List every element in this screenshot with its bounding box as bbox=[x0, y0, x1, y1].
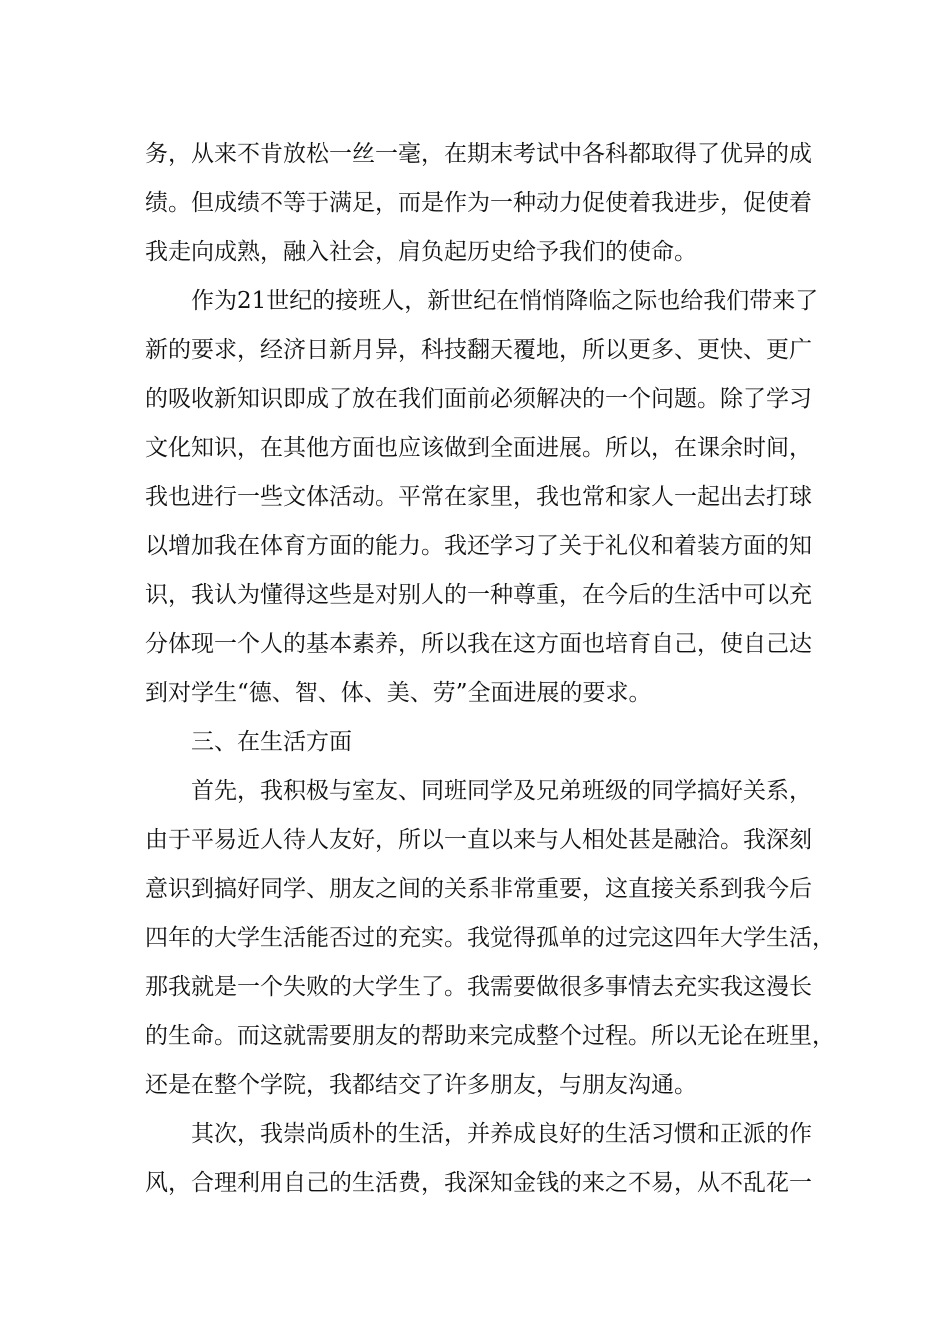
text-line: 首先，我积极与室友、同班同学及兄弟班级的同学搞好关系， bbox=[191, 778, 812, 804]
text-line: 识，我认为懂得这些是对别人的一种尊重，在今后的生活中可以充 bbox=[145, 582, 812, 608]
text-line: 由于平易近人待人友好，所以一直以来与人相处甚是融洽。我深刻 bbox=[145, 827, 812, 853]
text-line: 我走向成熟，融入社会，肩负起历史给予我们的使命。 bbox=[145, 239, 697, 265]
body-text bbox=[145, 130, 835, 1208]
text-line: 风，合理利用自己的生活费，我深知金钱的来之不易，从不乱花一 bbox=[145, 1170, 812, 1196]
text-line: 其次，我崇尚质朴的生活，并养成良好的生活习惯和正派的作 bbox=[191, 1121, 812, 1147]
text-line: 新的要求，经济日新月异，科技翻天覆地，所以更多、更快、更广 bbox=[145, 337, 812, 363]
text-line: 作为21世纪的接班人，新世纪在悄悄降临之际也给我们带来了 bbox=[191, 288, 819, 314]
text-line: 的生命。而这就需要朋友的帮助来完成整个过程。所以无论在班里， bbox=[145, 1023, 835, 1049]
section-heading: 三、在生活方面 bbox=[191, 729, 352, 755]
text-line: 还是在整个学院，我都结交了许多朋友，与朋友沟通。 bbox=[145, 1072, 697, 1098]
text-line: 分体现一个人的基本素养，所以我在这方面也培育自己，使自己达 bbox=[145, 631, 812, 657]
text-line: 到对学生“德、智、体、美、劳”全面进展的要求。 bbox=[145, 680, 652, 706]
text-line: 务，从来不肯放松一丝一毫，在期末考试中各科都取得了优异的成 bbox=[145, 141, 812, 167]
text-line: 四年的大学生活能否过的充实。我觉得孤单的过完这四年大学生活， bbox=[145, 925, 835, 951]
text-line: 意识到搞好同学、朋友之间的关系非常重要，这直接关系到我今后 bbox=[145, 876, 812, 902]
text-line: 我也进行一些文体活动。平常在家里，我也常和家人一起出去打球 bbox=[145, 484, 812, 510]
text-line: 的吸收新知识即成了放在我们面前必须解决的一个问题。除了学习 bbox=[145, 386, 812, 412]
text-line: 文化知识，在其他方面也应该做到全面进展。所以，在课余时间， bbox=[145, 435, 812, 461]
text-line: 以增加我在体育方面的能力。我还学习了关于礼仪和着装方面的知 bbox=[145, 533, 812, 559]
text-line: 绩。但成绩不等于满足，而是作为一种动力促使着我进步，促使着 bbox=[145, 190, 812, 216]
text-line: 那我就是一个失败的大学生了。我需要做很多事情去充实我这漫长 bbox=[145, 974, 812, 1000]
